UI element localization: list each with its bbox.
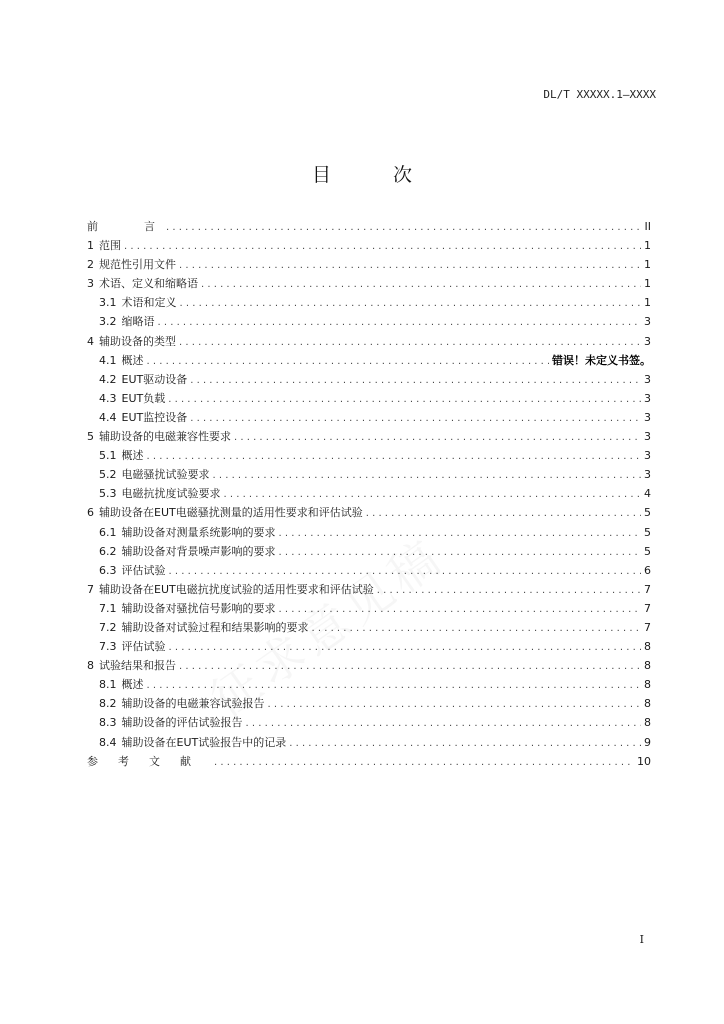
toc-entry-label: EUT负载: [121, 391, 166, 405]
toc-leader-dots: [179, 256, 641, 274]
toc-entry-number: 6.2: [99, 544, 117, 558]
toc-entry-label: 评估试验: [121, 640, 166, 654]
toc-entry-label: 辅助设备对试验过程和结果影响的要求: [121, 620, 309, 634]
toc-entry[interactable]: [87, 446, 651, 465]
toc-entry[interactable]: [87, 580, 651, 599]
toc-entry-number: 4.1: [99, 353, 117, 367]
toc-entry-number: 3.1: [99, 296, 117, 310]
toc-entry-page: 3: [644, 334, 651, 348]
toc-entry[interactable]: [87, 236, 651, 255]
toc-entry-page: 8: [644, 716, 651, 730]
toc-leader-dots: [190, 371, 641, 389]
toc-entry-label: 辅助设备在EUT电磁骚扰测量的适用性要求和评估试验: [99, 506, 363, 520]
toc-entry-number: 8.3: [99, 716, 117, 730]
toc-entry[interactable]: [87, 733, 651, 752]
toc-entry[interactable]: [87, 370, 651, 389]
toc-entry-label: 辅助设备在EUT试验报告中的记录: [121, 735, 287, 749]
toc-entry-page: 3: [644, 449, 651, 463]
toc-entry-label: 电磁抗扰度试验要求: [121, 487, 221, 501]
toc-entry-page: 9: [644, 735, 651, 749]
toc-entry-page: 5: [644, 525, 651, 539]
toc-entry-page: 6: [644, 563, 651, 577]
toc-entry[interactable]: [87, 274, 651, 293]
toc-entry-number: 2: [87, 258, 94, 272]
toc-entry-page: 7: [644, 601, 651, 615]
toc-entry-number: 5: [87, 430, 94, 444]
toc-entry-page: 8: [644, 640, 651, 654]
toc-entry[interactable]: [87, 523, 651, 542]
toc-entry[interactable]: [87, 599, 651, 618]
toc-entry-number: 7.2: [99, 620, 117, 634]
toc-entry-label: 辅助设备的电磁兼容性要求: [99, 430, 231, 444]
toc-entry-label: 缩略语: [121, 315, 155, 329]
toc-entry-label: 范围: [99, 239, 121, 253]
toc-entry-label: 辅助设备对测量系统影响的要求: [121, 525, 276, 539]
toc-leader-dots: [179, 657, 641, 675]
toc-entry-label: 概述: [121, 449, 144, 463]
toc-entry[interactable]: [87, 752, 651, 771]
table-of-contents: [87, 217, 651, 771]
toc-entry-label: 术语和定义: [121, 296, 177, 310]
toc-entry-number: 6.3: [99, 563, 117, 577]
toc-leader-dots: [279, 543, 642, 561]
toc-leader-dots: [179, 333, 641, 351]
toc-entry-page: 3: [644, 468, 651, 482]
document-code: DL/T XXXXX.1—XXXX: [543, 88, 656, 101]
toc-leader-dots: [169, 562, 642, 580]
toc-entry-page: 3: [644, 391, 651, 405]
toc-entry-number: 7: [87, 582, 94, 596]
toc-leader-dots: [224, 485, 642, 503]
toc-entry[interactable]: [87, 618, 651, 637]
toc-leader-dots: [168, 390, 641, 408]
toc-leader-dots: [169, 638, 642, 656]
toc-entry-page: 1: [644, 296, 651, 310]
toc-entry-number: 7.1: [99, 601, 117, 615]
toc-entry-label: 评估试验: [121, 563, 166, 577]
toc-leader-dots: [158, 313, 642, 331]
toc-entry-page: 8: [644, 678, 651, 692]
toc-entry-label: 辅助设备在EUT电磁抗扰度试验的适用性要求和评估试验: [99, 582, 374, 596]
toc-entry-number: 5.2: [99, 468, 117, 482]
toc-entry[interactable]: [87, 713, 651, 732]
toc-leader-dots: [279, 600, 642, 618]
toc-entry-label: 电磁骚扰试验要求: [121, 468, 210, 482]
toc-entry-number: 8: [87, 659, 94, 673]
toc-leader-dots: [213, 466, 642, 484]
toc-entry-label: 概述: [121, 678, 144, 692]
toc-leader-dots: [214, 753, 634, 771]
toc-entry[interactable]: [87, 293, 651, 312]
toc-entry[interactable]: [87, 694, 651, 713]
toc-entry-page: 1: [644, 239, 651, 253]
toc-entry-number: 8.2: [99, 697, 117, 711]
toc-leader-dots: [246, 714, 642, 732]
toc-entry-page: 3: [644, 430, 651, 444]
toc-entry-page: 3: [644, 410, 651, 424]
toc-entry-number: 6: [87, 506, 94, 520]
toc-entry-number: 4.3: [99, 391, 117, 405]
toc-entry-label: EUT监控设备: [121, 410, 188, 424]
toc-entry-page: 1: [644, 277, 651, 291]
toc-entry[interactable]: [87, 675, 651, 694]
toc-entry-label: 辅助设备的评估试验报告: [121, 716, 243, 730]
toc-entry-number: 3: [87, 277, 94, 291]
toc-leader-dots: [234, 428, 641, 446]
toc-entry-label: 辅助设备的类型: [99, 334, 176, 348]
toc-leader-dots: [312, 619, 642, 637]
toc-title: 目 次: [311, 164, 441, 186]
toc-entry[interactable]: [87, 427, 651, 446]
toc-entry-number: 4.2: [99, 372, 117, 386]
toc-leader-dots: [147, 676, 642, 694]
toc-entry-label: 辅助设备的电磁兼容试验报告: [121, 697, 265, 711]
toc-entry-page: 错误！未定义书签。: [552, 353, 651, 367]
toc-entry[interactable]: [87, 332, 651, 351]
toc-entry-number: 1: [87, 239, 94, 253]
toc-leader-dots: [268, 695, 642, 713]
toc-entry-number: 5.1: [99, 449, 117, 463]
toc-entry[interactable]: [87, 255, 651, 274]
toc-entry-number: 6.1: [99, 525, 117, 539]
toc-entry[interactable]: [87, 542, 651, 561]
toc-entry[interactable]: [87, 389, 651, 408]
toc-entry-page: 7: [644, 620, 651, 634]
toc-leader-dots: [147, 352, 550, 370]
toc-entry-number: 7.3: [99, 640, 117, 654]
toc-entry[interactable]: [87, 217, 651, 236]
toc-entry-label: 规范性引用文件: [99, 258, 176, 272]
toc-entry-page: 4: [644, 487, 651, 501]
toc-leader-dots: [289, 734, 641, 752]
toc-entry[interactable]: [87, 656, 651, 675]
toc-entry[interactable]: [87, 408, 651, 427]
toc-entry-page: 5: [644, 544, 651, 558]
toc-entry-page: 8: [644, 697, 651, 711]
toc-entry-label: 试验结果和报告: [99, 659, 176, 673]
toc-entry-number: 3.2: [99, 315, 117, 329]
toc-entry[interactable]: [87, 484, 651, 503]
toc-entry-page: 3: [644, 372, 651, 386]
toc-leader-dots: [166, 218, 642, 236]
toc-entry[interactable]: [87, 637, 651, 656]
toc-leader-dots: [201, 275, 641, 293]
toc-leader-dots: [190, 409, 641, 427]
toc-entry[interactable]: [87, 312, 651, 331]
toc-entry-page: 10: [637, 754, 651, 768]
toc-entry-page: 7: [644, 582, 651, 596]
toc-leader-dots: [377, 581, 641, 599]
toc-entry[interactable]: [87, 561, 651, 580]
toc-entry-number: 5.3: [99, 487, 117, 501]
toc-entry-number: 8.4: [99, 735, 117, 749]
toc-entry-label: 参考文献: [87, 754, 211, 768]
toc-entry-page: II: [644, 220, 651, 233]
toc-entry-number: 8.1: [99, 678, 117, 692]
toc-entry-page: 3: [644, 315, 651, 329]
toc-entry-label: 辅助设备对背景噪声影响的要求: [121, 544, 276, 558]
toc-leader-dots: [180, 294, 642, 312]
toc-leader-dots: [124, 237, 641, 255]
toc-entry-number: 4: [87, 334, 94, 348]
toc-entry-label: 概述: [121, 353, 144, 367]
toc-entry-page: 8: [644, 659, 651, 673]
toc-entry-page: 1: [644, 258, 651, 272]
toc-entry-label: 术语、定义和缩略语: [99, 277, 198, 291]
page-number: I: [639, 933, 644, 946]
toc-entry-number: 4.4: [99, 410, 117, 424]
toc-entry-page: 5: [644, 506, 651, 520]
toc-entry[interactable]: [87, 503, 651, 522]
toc-entry[interactable]: [87, 351, 651, 370]
toc-leader-dots: [147, 447, 642, 465]
toc-entry[interactable]: [87, 465, 651, 484]
toc-entry-label: EUT驱动设备: [121, 372, 188, 386]
toc-entry-label: 辅助设备对骚扰信号影响的要求: [121, 601, 276, 615]
toc-leader-dots: [279, 524, 642, 542]
toc-entry-label: 前 言: [87, 220, 163, 233]
toc-leader-dots: [366, 504, 641, 522]
